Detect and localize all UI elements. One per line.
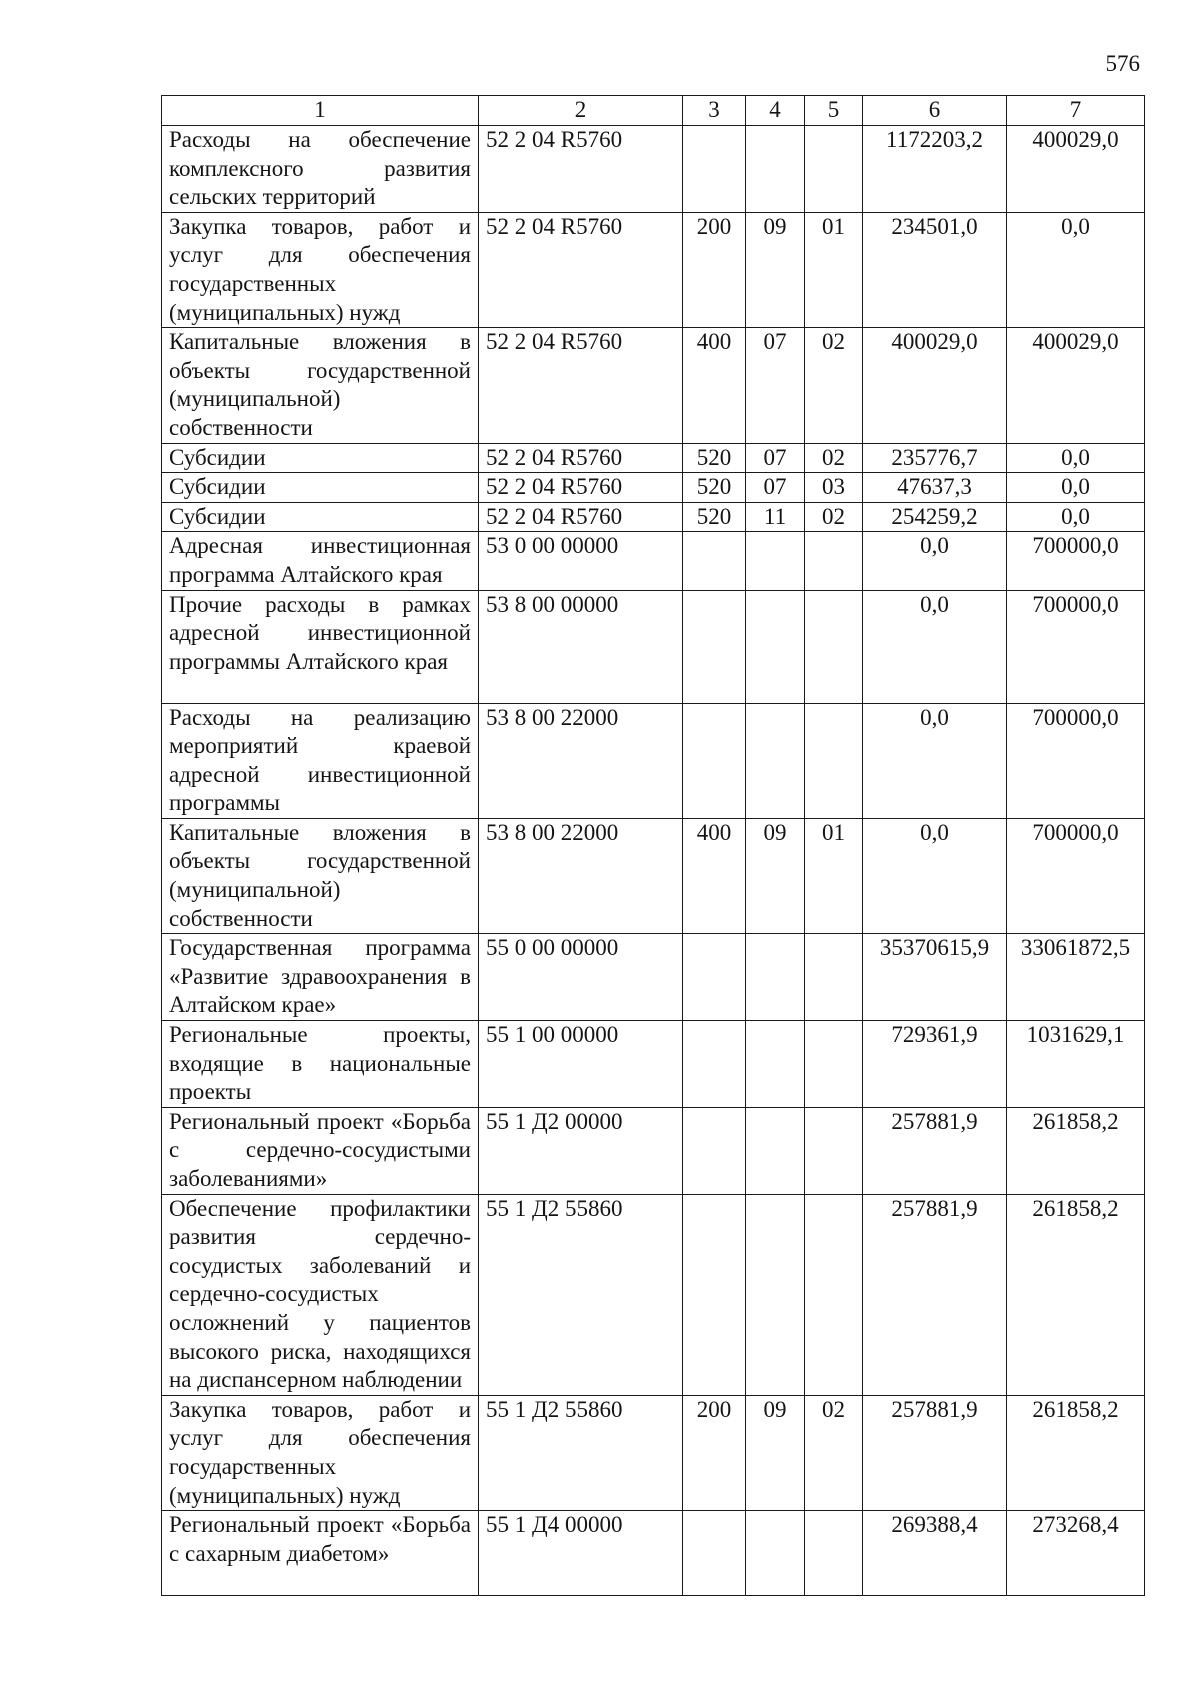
cell-name: Капитальные вложения в объекты государственной (муниципальной) собственности bbox=[162, 818, 479, 933]
cell-value-col7: 0,0 bbox=[1007, 443, 1145, 473]
cell-value-col6: 269388,4 bbox=[863, 1511, 1007, 1596]
cell-col5: 02 bbox=[805, 443, 863, 473]
cell-code: 55 1 Д2 55860 bbox=[479, 1194, 683, 1395]
cell-value-col7: 1031629,1 bbox=[1007, 1021, 1145, 1108]
cell-col4: 07 bbox=[746, 443, 805, 473]
cell-name: Субсидии bbox=[162, 502, 479, 532]
cell-col3 bbox=[683, 1107, 746, 1194]
cell-col5: 02 bbox=[805, 1395, 863, 1510]
cell-col5: 01 bbox=[805, 212, 863, 327]
cell-col4: 09 bbox=[746, 1395, 805, 1510]
cell-col5: 02 bbox=[805, 328, 863, 443]
cell-value-col6: 257881,9 bbox=[863, 1194, 1007, 1395]
cell-code: 52 2 04 R5760 bbox=[479, 212, 683, 327]
cell-value-col7: 0,0 bbox=[1007, 212, 1145, 327]
cell-value-col6: 0,0 bbox=[863, 590, 1007, 703]
cell-code: 55 1 Д4 00000 bbox=[479, 1511, 683, 1596]
cell-code: 55 1 00 00000 bbox=[479, 1021, 683, 1108]
cell-name: Прочие расходы в рамках адресной инвестиционной программы Алтайского края bbox=[162, 590, 479, 703]
cell-value-col7: 33061872,5 bbox=[1007, 934, 1145, 1021]
table-row bbox=[162, 934, 1145, 1021]
cell-col3: 400 bbox=[683, 818, 746, 933]
cell-col4 bbox=[746, 934, 805, 1021]
cell-value-col6: 0,0 bbox=[863, 532, 1007, 590]
cell-col3: 520 bbox=[683, 443, 746, 473]
cell-col4 bbox=[746, 1107, 805, 1194]
cell-value-col6: 0,0 bbox=[863, 818, 1007, 933]
cell-value-col6: 47637,3 bbox=[863, 473, 1007, 503]
column-header-4: 4 bbox=[746, 96, 805, 126]
table-row bbox=[162, 532, 1145, 590]
cell-code: 53 0 00 00000 bbox=[479, 532, 683, 590]
cell-col4 bbox=[746, 532, 805, 590]
table-row bbox=[162, 1107, 1145, 1194]
cell-col4 bbox=[746, 126, 805, 213]
cell-value-col6: 234501,0 bbox=[863, 212, 1007, 327]
cell-code: 53 8 00 22000 bbox=[479, 818, 683, 933]
cell-col5: 01 bbox=[805, 818, 863, 933]
cell-name: Закупка товаров, работ и услуг для обеспечения государственных (муниципальных) нужд bbox=[162, 212, 479, 327]
cell-col5 bbox=[805, 1511, 863, 1596]
table-row bbox=[162, 328, 1145, 443]
cell-name: Расходы на реализацию мероприятий краевой адресной инвестиционной программы bbox=[162, 703, 479, 818]
cell-col5 bbox=[805, 126, 863, 213]
cell-col3: 200 bbox=[683, 212, 746, 327]
cell-value-col6: 729361,9 bbox=[863, 1021, 1007, 1108]
column-header-3: 3 bbox=[683, 96, 746, 126]
cell-name: Капитальные вложения в объекты государственной (муниципальной) собственности bbox=[162, 328, 479, 443]
cell-value-col7: 261858,2 bbox=[1007, 1107, 1145, 1194]
cell-value-col7: 400029,0 bbox=[1007, 328, 1145, 443]
cell-col3: 520 bbox=[683, 502, 746, 532]
cell-name: Адресная инвестиционная программа Алтайского края bbox=[162, 532, 479, 590]
cell-name: Субсидии bbox=[162, 443, 479, 473]
table-row bbox=[162, 590, 1145, 703]
table-row bbox=[162, 473, 1145, 503]
cell-code: 52 2 04 R5760 bbox=[479, 328, 683, 443]
cell-value-col7: 0,0 bbox=[1007, 502, 1145, 532]
header-row bbox=[162, 96, 1145, 126]
cell-value-col6: 0,0 bbox=[863, 703, 1007, 818]
cell-name: Субсидии bbox=[162, 473, 479, 503]
cell-code: 55 1 Д2 00000 bbox=[479, 1107, 683, 1194]
cell-col4: 07 bbox=[746, 328, 805, 443]
cell-code: 52 2 04 R5760 bbox=[479, 126, 683, 213]
table-row bbox=[162, 212, 1145, 327]
cell-value-col7: 261858,2 bbox=[1007, 1194, 1145, 1395]
cell-col3 bbox=[683, 703, 746, 818]
cell-col3: 200 bbox=[683, 1395, 746, 1510]
cell-col4: 09 bbox=[746, 818, 805, 933]
cell-col4: 09 bbox=[746, 212, 805, 327]
cell-col3 bbox=[683, 1194, 746, 1395]
cell-code: 52 2 04 R5760 bbox=[479, 473, 683, 503]
cell-col4 bbox=[746, 1511, 805, 1596]
cell-value-col6: 235776,7 bbox=[863, 443, 1007, 473]
column-header-2: 2 bbox=[479, 96, 683, 126]
cell-col5 bbox=[805, 1021, 863, 1108]
cell-value-col7: 273268,4 bbox=[1007, 1511, 1145, 1596]
cell-col5 bbox=[805, 590, 863, 703]
cell-col3 bbox=[683, 532, 746, 590]
cell-name: Государственная программа «Развитие здравоохранения в Алтайском крае» bbox=[162, 934, 479, 1021]
cell-col3 bbox=[683, 1511, 746, 1596]
cell-col4 bbox=[746, 703, 805, 818]
cell-col4: 11 bbox=[746, 502, 805, 532]
column-header-7: 7 bbox=[1007, 96, 1145, 126]
cell-col4 bbox=[746, 1021, 805, 1108]
cell-name: Расходы на обеспечение комплексного развития сельских территорий bbox=[162, 126, 479, 213]
budget-table bbox=[161, 95, 1145, 1596]
table-row bbox=[162, 703, 1145, 818]
page-number: 576 bbox=[1105, 51, 1140, 76]
cell-col5 bbox=[805, 532, 863, 590]
cell-value-col6: 1172203,2 bbox=[863, 126, 1007, 213]
cell-col5 bbox=[805, 703, 863, 818]
cell-col3 bbox=[683, 1021, 746, 1108]
column-header-5: 5 bbox=[805, 96, 863, 126]
cell-code: 55 0 00 00000 bbox=[479, 934, 683, 1021]
cell-col3: 400 bbox=[683, 328, 746, 443]
table-row bbox=[162, 818, 1145, 933]
cell-value-col7: 400029,0 bbox=[1007, 126, 1145, 213]
table-row bbox=[162, 1194, 1145, 1395]
cell-value-col7: 261858,2 bbox=[1007, 1395, 1145, 1510]
table-row bbox=[162, 1395, 1145, 1510]
cell-code: 53 8 00 00000 bbox=[479, 590, 683, 703]
column-header-1: 1 bbox=[162, 96, 479, 126]
cell-code: 53 8 00 22000 bbox=[479, 703, 683, 818]
table-row bbox=[162, 1511, 1145, 1596]
cell-code: 55 1 Д2 55860 bbox=[479, 1395, 683, 1510]
cell-value-col6: 400029,0 bbox=[863, 328, 1007, 443]
cell-name: Региональный проект «Борьба с сердечно-сосудистыми заболеваниями» bbox=[162, 1107, 479, 1194]
cell-name: Региональный проект «Борьба с сахарным диабетом» bbox=[162, 1511, 479, 1596]
cell-name: Закупка товаров, работ и услуг для обеспечения государственных (муниципальных) нужд bbox=[162, 1395, 479, 1510]
cell-col5: 02 bbox=[805, 502, 863, 532]
table-body bbox=[162, 126, 1145, 1596]
table-row bbox=[162, 502, 1145, 532]
cell-value-col6: 257881,9 bbox=[863, 1395, 1007, 1510]
cell-value-col7: 700000,0 bbox=[1007, 703, 1145, 818]
cell-col3 bbox=[683, 126, 746, 213]
table-row bbox=[162, 443, 1145, 473]
cell-col4 bbox=[746, 590, 805, 703]
cell-col3: 520 bbox=[683, 473, 746, 503]
cell-value-col7: 700000,0 bbox=[1007, 818, 1145, 933]
cell-value-col6: 35370615,9 bbox=[863, 934, 1007, 1021]
cell-value-col7: 0,0 bbox=[1007, 473, 1145, 503]
cell-col5: 03 bbox=[805, 473, 863, 503]
cell-col4 bbox=[746, 1194, 805, 1395]
cell-value-col7: 700000,0 bbox=[1007, 532, 1145, 590]
cell-col4: 07 bbox=[746, 473, 805, 503]
cell-col5 bbox=[805, 1194, 863, 1395]
cell-value-col6: 257881,9 bbox=[863, 1107, 1007, 1194]
cell-code: 52 2 04 R5760 bbox=[479, 502, 683, 532]
cell-name: Региональные проекты, входящие в национальные проекты bbox=[162, 1021, 479, 1108]
cell-code: 52 2 04 R5760 bbox=[479, 443, 683, 473]
cell-col3 bbox=[683, 934, 746, 1021]
cell-name: Обеспечение профилактики развития сердечно-сосудистых заболеваний и сердечно-сосудистых осложнений у пациентов высокого риска, находящихся на диспансерном наблюдении bbox=[162, 1194, 479, 1395]
cell-col5 bbox=[805, 934, 863, 1021]
cell-value-col7: 700000,0 bbox=[1007, 590, 1145, 703]
table-row bbox=[162, 1021, 1145, 1108]
cell-col5 bbox=[805, 1107, 863, 1194]
column-header-6: 6 bbox=[863, 96, 1007, 126]
table-row bbox=[162, 126, 1145, 213]
cell-col3 bbox=[683, 590, 746, 703]
cell-value-col6: 254259,2 bbox=[863, 502, 1007, 532]
